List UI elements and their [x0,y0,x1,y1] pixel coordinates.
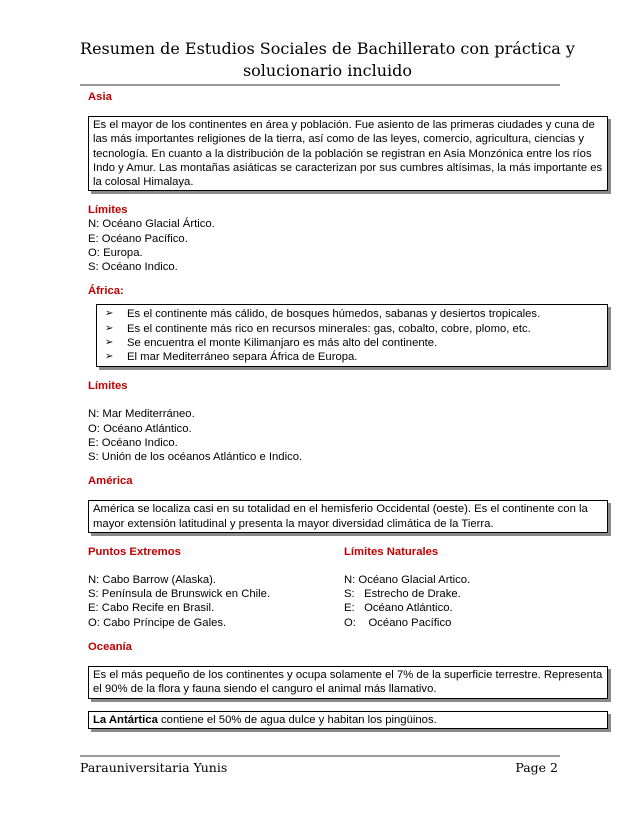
arrow-bullet-icon: ➢ [105,322,114,334]
asia-limites-heading: Límites [88,204,128,217]
america-heading: América [88,475,133,488]
extremo-o: O: Cabo Príncipe de Gales. [88,616,227,629]
bullet-text: Es el continente más cálido, de bosques húmedos, sabanas y desiertos tropicales. [127,308,541,321]
africa-limite-o: O: Océano Atlántico. [88,422,192,435]
arrow-bullet-icon: ➢ [105,308,114,320]
puntos-extremos-heading: Puntos Extremos [88,545,181,558]
asia-limite-s: S: Océano Indico. [88,261,178,274]
limites-naturales-column [344,545,604,630]
list-item [105,350,607,364]
natural-o: O: Océano Pacífico [344,616,452,629]
africa-limite-s: S: Unión de los océanos Atlántico e Indico. [88,451,303,464]
footer-author: Parauniversitaria Yunis [80,760,228,775]
footer-divider [80,755,560,757]
header-divider [80,84,560,86]
extremo-e: E: Cabo Recife en Brasil. [88,602,215,615]
america-columns [88,545,608,630]
puntos-extremos-column [88,545,344,630]
bullet-text: El mar Mediterráneo separa África de Europa. [127,351,358,364]
natural-s: S: Estrecho de Drake. [344,588,461,601]
antartica-text: contiene el 50% de agua dulce y habitan los pingüinos. [157,713,437,726]
america-description-box: América se localiza casi en su totalidad en el hemisferio Occidental (oeste). Es el continente con la mayor extensión latitudinal y presenta la mayor diversidad climática de la Tierra. [88,500,608,532]
list-item [105,336,607,350]
natural-n: N: Océano Glacial Artico. [344,574,471,587]
list-item [105,307,607,321]
list-item [105,322,607,336]
document-body [88,90,608,729]
footer-page-number: Page 2 [515,760,558,775]
bullet-text: Es el continente más rico en recursos minerales: gas, cobalto, cobre, plomo, etc. [127,322,531,335]
natural-e: E: Océano Atlántico. [344,602,453,615]
oceania-heading: Oceanía [88,640,132,653]
antartica-bold-label: La Antártica [93,713,158,726]
asia-limite-n: N: Océano Glacial Ártico. [88,218,215,231]
asia-limite-e: E: Océano Pacífico. [88,232,188,245]
limites-naturales-heading: Límites Naturales [344,545,439,558]
arrow-bullet-icon: ➢ [105,336,114,348]
asia-heading: Asia [88,91,112,103]
page-header-title: Resumen de Estudios Sociales de Bachillerato con práctica y solucionario incluido [80,39,575,80]
oceania-description-box: Es el más pequeño de los continentes y ocupa solamente el 7% de la superficie terrestre. Representa el 90% de la flora y fauna siendo el canguro el animal más llamativo. [88,666,608,698]
extremo-n: N: Cabo Barrow (Alaska). [88,574,217,587]
africa-heading: África: [88,285,124,298]
asia-limite-o: O: Europa. [88,246,143,259]
arrow-bullet-icon: ➢ [105,351,114,363]
africa-bullet-list [96,304,608,367]
extremo-s: S: Península de Brunswick en Chile. [88,588,271,601]
antartica-box [88,711,608,729]
bullet-text: Se encuentra el monte Kilimanjaro es más alto del continente. [127,336,438,349]
asia-description-box: Es el mayor de los continentes en área y población. Fue asiento de las primeras ciudades y cuna de las más importantes religiones de la tierra, así como de las leyes, comercio, agricultura, ciencias y tecnología. En cuanto a la distribución de la población se registran en Asia Monzónica entre los ríos Indo y Amur. Las montañas asiáticas se caracterizan por sus cumbres altísimas, la más importante es la colosal Himalaya. [88,116,608,191]
africa-limite-n: N: Mar Mediterráneo. [88,408,195,421]
africa-limites-heading: Límites [88,380,128,393]
africa-limite-e: E: Océano Indico. [88,436,178,449]
